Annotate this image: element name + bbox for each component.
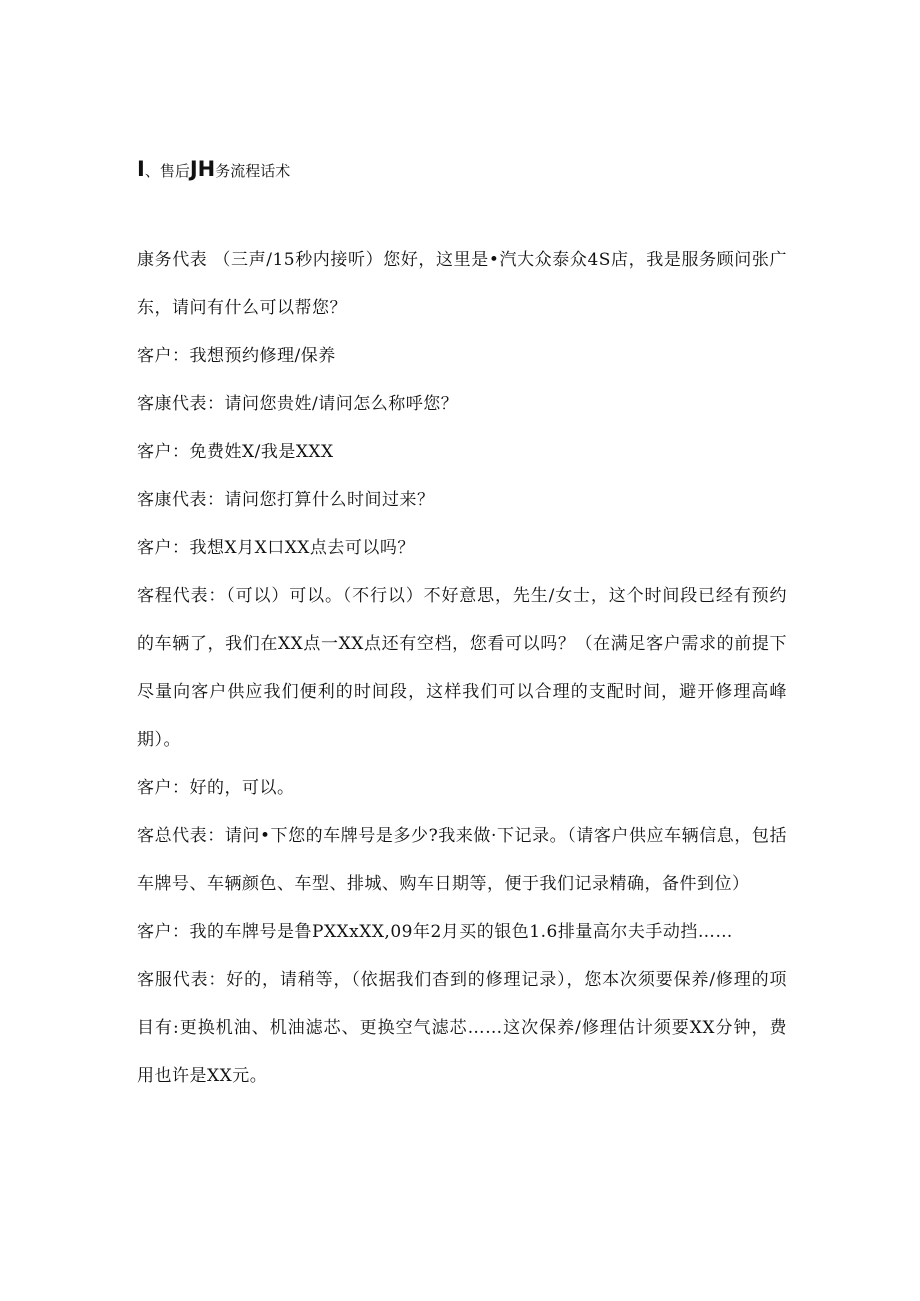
paragraph-service-items: 客服代表：好的，请稍等，（依据我们杳到的修理记录），您本次须要保养/修理的项目有:更换机油、机油滤芯、更换空气滤芯……这次保养/修理估计须要XX分钟，费用也许是XX元。	[137, 970, 787, 1086]
paragraph-time-confirm: 客程代表：（可以）可以。（不行以）不好意思，先生/女士，这个时间段已经有预约的车辆了，我们在XX点一XX点还有空档，您看可以吗？（在满足客户需求的前提下尽量向客户供应我们便利的时间段，这样我们可以合理的支配时间，避开修理高峰期）。	[137, 586, 787, 750]
paragraph-ask-time: 客康代表：请问您打算什么时间过来？	[137, 490, 435, 510]
heading-number: I	[137, 157, 145, 181]
dialogue-body	[137, 236, 787, 1100]
paragraph-customer-ok: 客户：好的，可以。	[137, 778, 295, 798]
section-heading	[137, 157, 290, 183]
heading-suffix: 务流程话术	[215, 162, 291, 180]
paragraph-customer-request: 客户：我想预约修理/保养	[137, 346, 336, 366]
paragraph-customer-name: 客户：免费姓X/我是XXX	[137, 442, 334, 462]
paragraph-customer-time: 客户：我想X月X口XX点去可以吗？	[137, 538, 415, 558]
heading-prefix: 、售后	[144, 162, 190, 180]
paragraph-greeting: 康务代表 （三声/15秒内接听）您好，这里是•汽大众泰众4S店，我是服务顾问张广东，请问有什么可以帮您？	[137, 250, 787, 318]
heading-emphasis: JH	[189, 157, 216, 181]
paragraph-customer-plate: 客户：我的车牌号是鲁PXXxXX,09年2月买的银色1.6排量高尔夫手动挡……	[137, 922, 733, 942]
paragraph-ask-name: 客康代表：请问您贵姓/请问怎么称呼您？	[137, 394, 459, 414]
paragraph-ask-plate: 客总代表：请问•下您的车牌号是多少?我来做·下记录。（请客户供应车辆信息，包括车牌号、车辆颜色、车型、排城、购车日期等，便于我们记录精确，备件到位）	[137, 826, 787, 894]
